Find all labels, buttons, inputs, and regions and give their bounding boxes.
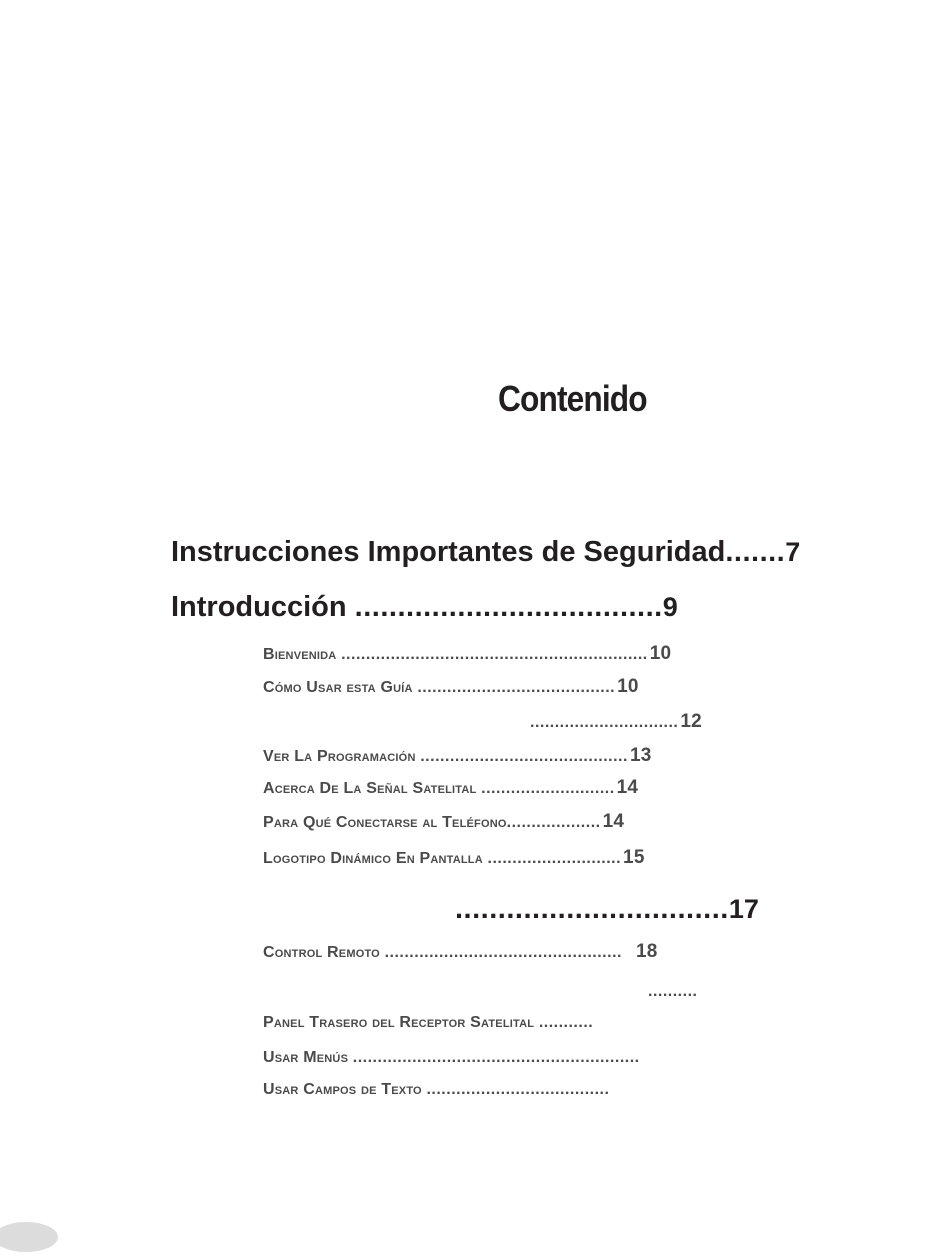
toc-entry-label: Para Qué Conectarse al Teléfono: [263, 814, 507, 831]
toc-entry-blank[interactable]: [648, 980, 699, 1002]
toc-page-number: 13: [629, 745, 652, 766]
toc-entry-label: Usar Menús: [263, 1049, 353, 1066]
toc-entry-seguridad[interactable]: [171, 536, 800, 569]
toc-entry-label: Introducción: [171, 591, 355, 623]
toc-entry-usar-menus[interactable]: [263, 1046, 642, 1068]
toc-leader-dots: ................................: [455, 893, 729, 925]
toc-entry-label: Usar Campos de Texto: [263, 1081, 427, 1098]
toc-entry-label: Panel Trasero del Receptor Satelital: [263, 1014, 539, 1031]
toc-entry-label: Cómo Usar esta Guía: [263, 679, 418, 696]
toc-entry-page-12[interactable]: [530, 711, 702, 733]
toc-entry-senal-satelital[interactable]: [263, 777, 638, 799]
toc-page-number: 18: [635, 941, 658, 962]
toc-entry-label: Logotipo Dinámico En Pantalla: [263, 850, 488, 867]
toc-page-number: 7: [785, 537, 801, 567]
toc-entry-label: Acerca De La Señal Satelital: [263, 780, 482, 797]
toc-entry-panel-trasero[interactable]: [263, 1011, 595, 1033]
toc-leader-dots: ...........: [538, 1014, 594, 1031]
toc-leader-dots: ...........................: [487, 850, 622, 867]
toc-page-number: 15: [623, 847, 645, 868]
toc-leader-dots: ....................................: [354, 591, 663, 623]
toc-leader-dots: ..........: [648, 983, 698, 1000]
toc-leader-dots: ...........................: [481, 780, 615, 797]
toc-leader-dots: ..........................................................: [352, 1049, 640, 1066]
toc-entry-label: Bienvenida: [263, 646, 342, 663]
toc-page-number: 14: [616, 777, 639, 798]
toc-page-number: 12: [680, 711, 702, 732]
toc-leader-dots: ................................................: [384, 944, 622, 961]
toc-entry-como-usar[interactable]: [263, 676, 639, 698]
toc-entry-page-17[interactable]: [455, 893, 759, 926]
toc-leader-dots: .......: [725, 536, 786, 568]
page-corner-tab: [0, 1222, 58, 1252]
toc-entry-conectarse-telefono[interactable]: [263, 811, 624, 833]
toc-entry-ver-programacion[interactable]: [263, 745, 651, 767]
toc-entry-introduccion[interactable]: [171, 591, 678, 624]
toc-entry-bienvenida[interactable]: [263, 643, 671, 665]
toc-leader-dots: ...................: [506, 814, 601, 831]
toc-entry-label: Instrucciones Importantes de Seguridad: [171, 536, 726, 568]
toc-page-number: 17: [728, 894, 759, 924]
page-title: Contenido: [498, 378, 647, 419]
toc-page-number: 10: [649, 643, 672, 664]
toc-leader-dots: ........................................: [417, 679, 616, 696]
toc-leader-dots: ..............................................................: [341, 646, 648, 663]
toc-leader-dots: ..............................: [530, 714, 679, 731]
toc-page-number: 9: [662, 592, 678, 622]
toc-page-number: 14: [602, 811, 625, 832]
toc-leader-dots: .....................................: [426, 1081, 610, 1098]
toc-entry-control-remoto[interactable]: [263, 941, 658, 963]
toc-entry-campos-texto[interactable]: [263, 1078, 611, 1100]
toc-entry-label: Control Remoto: [263, 944, 385, 961]
toc-entry-logotipo-dinamico[interactable]: [263, 847, 645, 869]
toc-leader-dots: ..........................................: [420, 748, 628, 765]
toc-entry-label: Ver La Programación: [263, 748, 421, 765]
toc-page-number: 10: [617, 676, 639, 697]
